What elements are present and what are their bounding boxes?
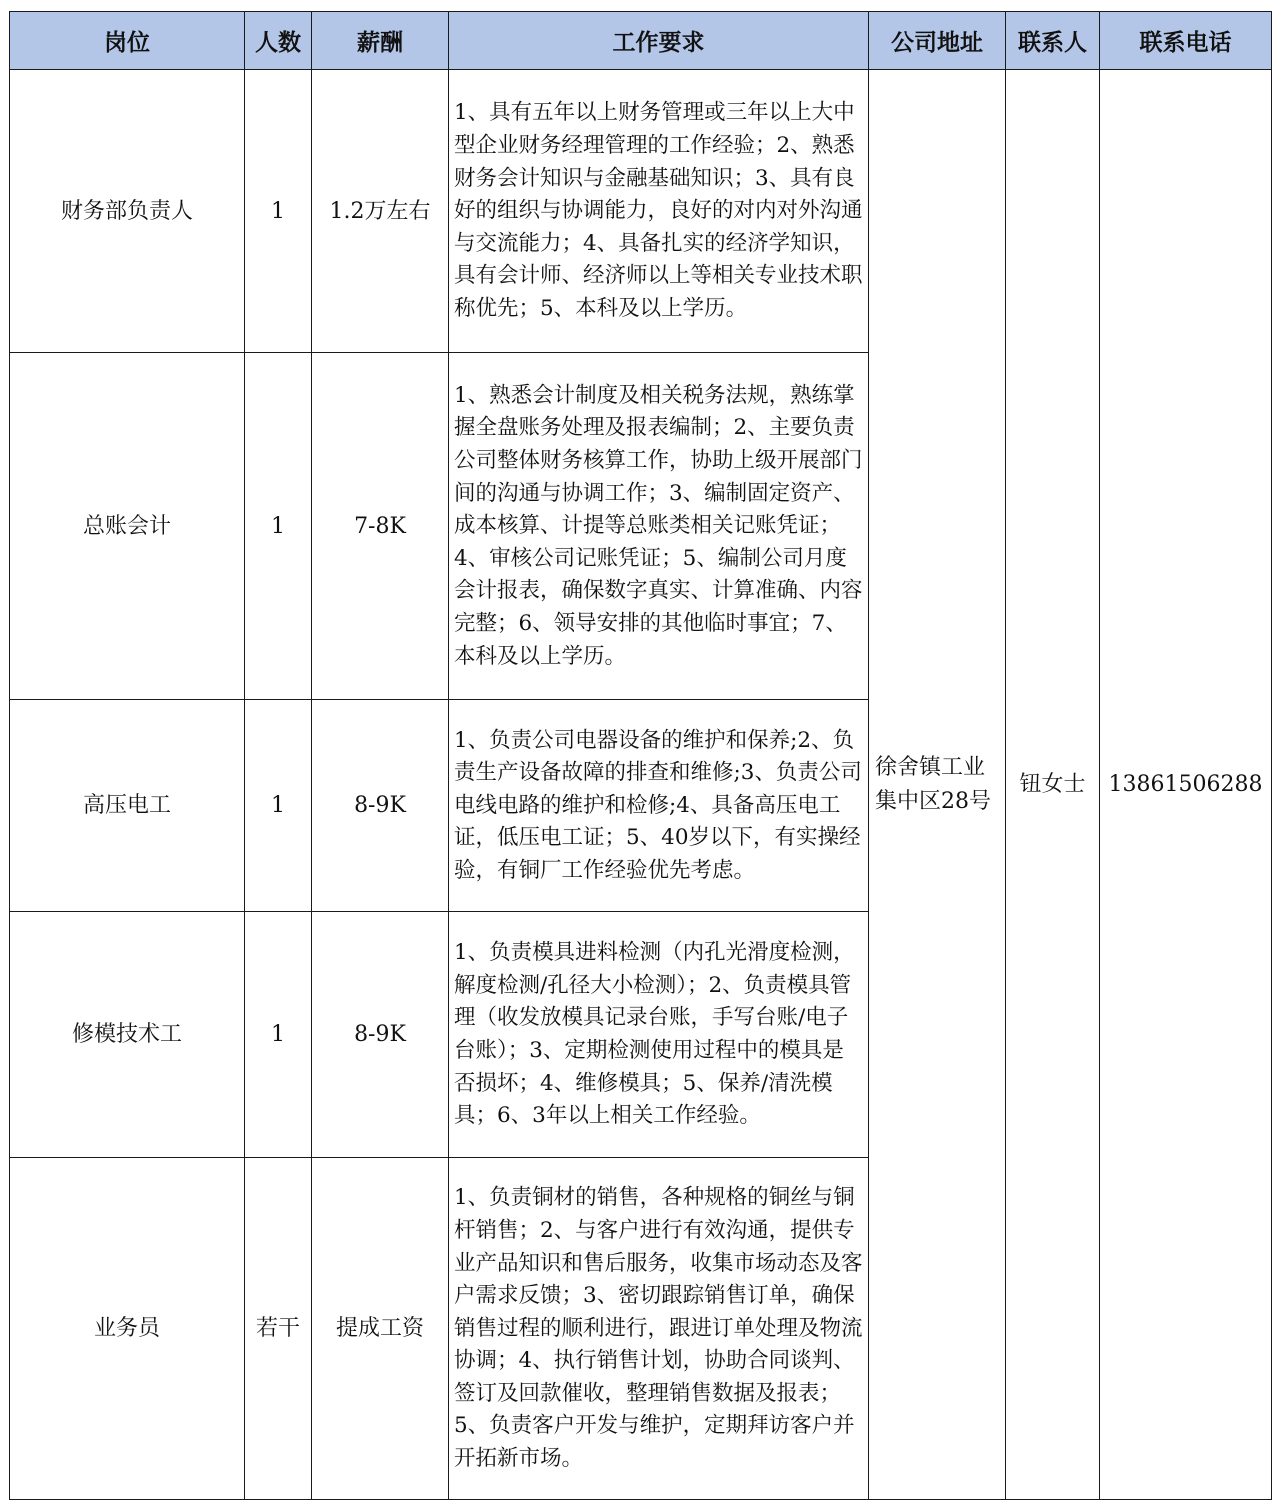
header-address: 公司地址: [869, 12, 1006, 70]
headcount-cell: 若干: [245, 1158, 312, 1500]
contact-person-cell: 钮女士: [1006, 70, 1100, 1500]
header-requirements: 工作要求: [449, 12, 869, 70]
header-position: 岗位: [10, 12, 245, 70]
headcount-cell: 1: [245, 70, 312, 353]
requirements-cell: 1、具有五年以上财务管理或三年以上大中型企业财务经理管理的工作经验；2、熟悉财务会计知识与金融基础知识；3、具有良好的组织与协调能力，良好的对内对外沟通与交流能力；4、具备扎实的经济学知识，具有会计师、经济师以上等相关专业技术职称优先；5、本科及以上学历。: [449, 70, 869, 353]
salary-cell: 8-9K: [312, 912, 449, 1158]
headcount-cell: 1: [245, 700, 312, 912]
position-cell: 高压电工: [10, 700, 245, 912]
header-salary: 薪酬: [312, 12, 449, 70]
table-row: [10, 70, 1272, 353]
position-cell: 修模技术工: [10, 912, 245, 1158]
salary-cell: 7-8K: [312, 353, 449, 700]
header-headcount: 人数: [245, 12, 312, 70]
requirements-cell: 1、熟悉会计制度及相关税务法规，熟练掌握全盘账务处理及报表编制；2、主要负责公司整体财务核算工作，协助上级开展部门间的沟通与协调工作；3、编制固定资产、成本核算、计提等总账类相关记账凭证；4、审核公司记账凭证；5、编制公司月度会计报表，确保数字真实、计算准确、内容完整；6、领导安排的其他临时事宜；7、本科及以上学历。: [449, 353, 869, 700]
salary-cell: 8-9K: [312, 700, 449, 912]
header-phone: 联系电话: [1100, 12, 1272, 70]
headcount-cell: 1: [245, 353, 312, 700]
position-cell: 业务员: [10, 1158, 245, 1500]
header-row: [10, 12, 1272, 70]
position-cell: 总账会计: [10, 353, 245, 700]
salary-cell: 提成工资: [312, 1158, 449, 1500]
salary-cell: 1.2万左右: [312, 70, 449, 353]
job-listing-table: [9, 11, 1272, 1500]
header-contact: 联系人: [1006, 12, 1100, 70]
requirements-cell: 1、负责公司电器设备的维护和保养;2、负责生产设备故障的排查和维修;3、负责公司电线电路的维护和检修;4、具备高压电工证，低压电工证；5、40岁以下，有实操经验，有铜厂工作经验优先考虑。: [449, 700, 869, 912]
headcount-cell: 1: [245, 912, 312, 1158]
requirements-cell: 1、负责模具进料检测（内孔光滑度检测，解度检测/孔径大小检测）；2、负责模具管理（收发放模具记录台账，手写台账/电子台账）；3、定期检测使用过程中的模具是否损坏；4、维修模具；5、保养/清洗模具；6、3年以上相关工作经验。: [449, 912, 869, 1158]
contact-phone-cell: 13861506288: [1100, 70, 1272, 1500]
position-cell: 财务部负责人: [10, 70, 245, 353]
company-address-cell: 徐舍镇工业集中区28号: [869, 70, 1006, 1500]
requirements-cell: 1、负责铜材的销售，各种规格的铜丝与铜杆销售；2、与客户进行有效沟通，提供专业产品知识和售后服务，收集市场动态及客户需求反馈；3、密切跟踪销售订单，确保销售过程的顺利进行，跟进订单处理及物流协调；4、执行销售计划，协助合同谈判、签订及回款催收，整理销售数据及报表；5、负责客户开发与维护，定期拜访客户并开拓新市场。: [449, 1158, 869, 1500]
